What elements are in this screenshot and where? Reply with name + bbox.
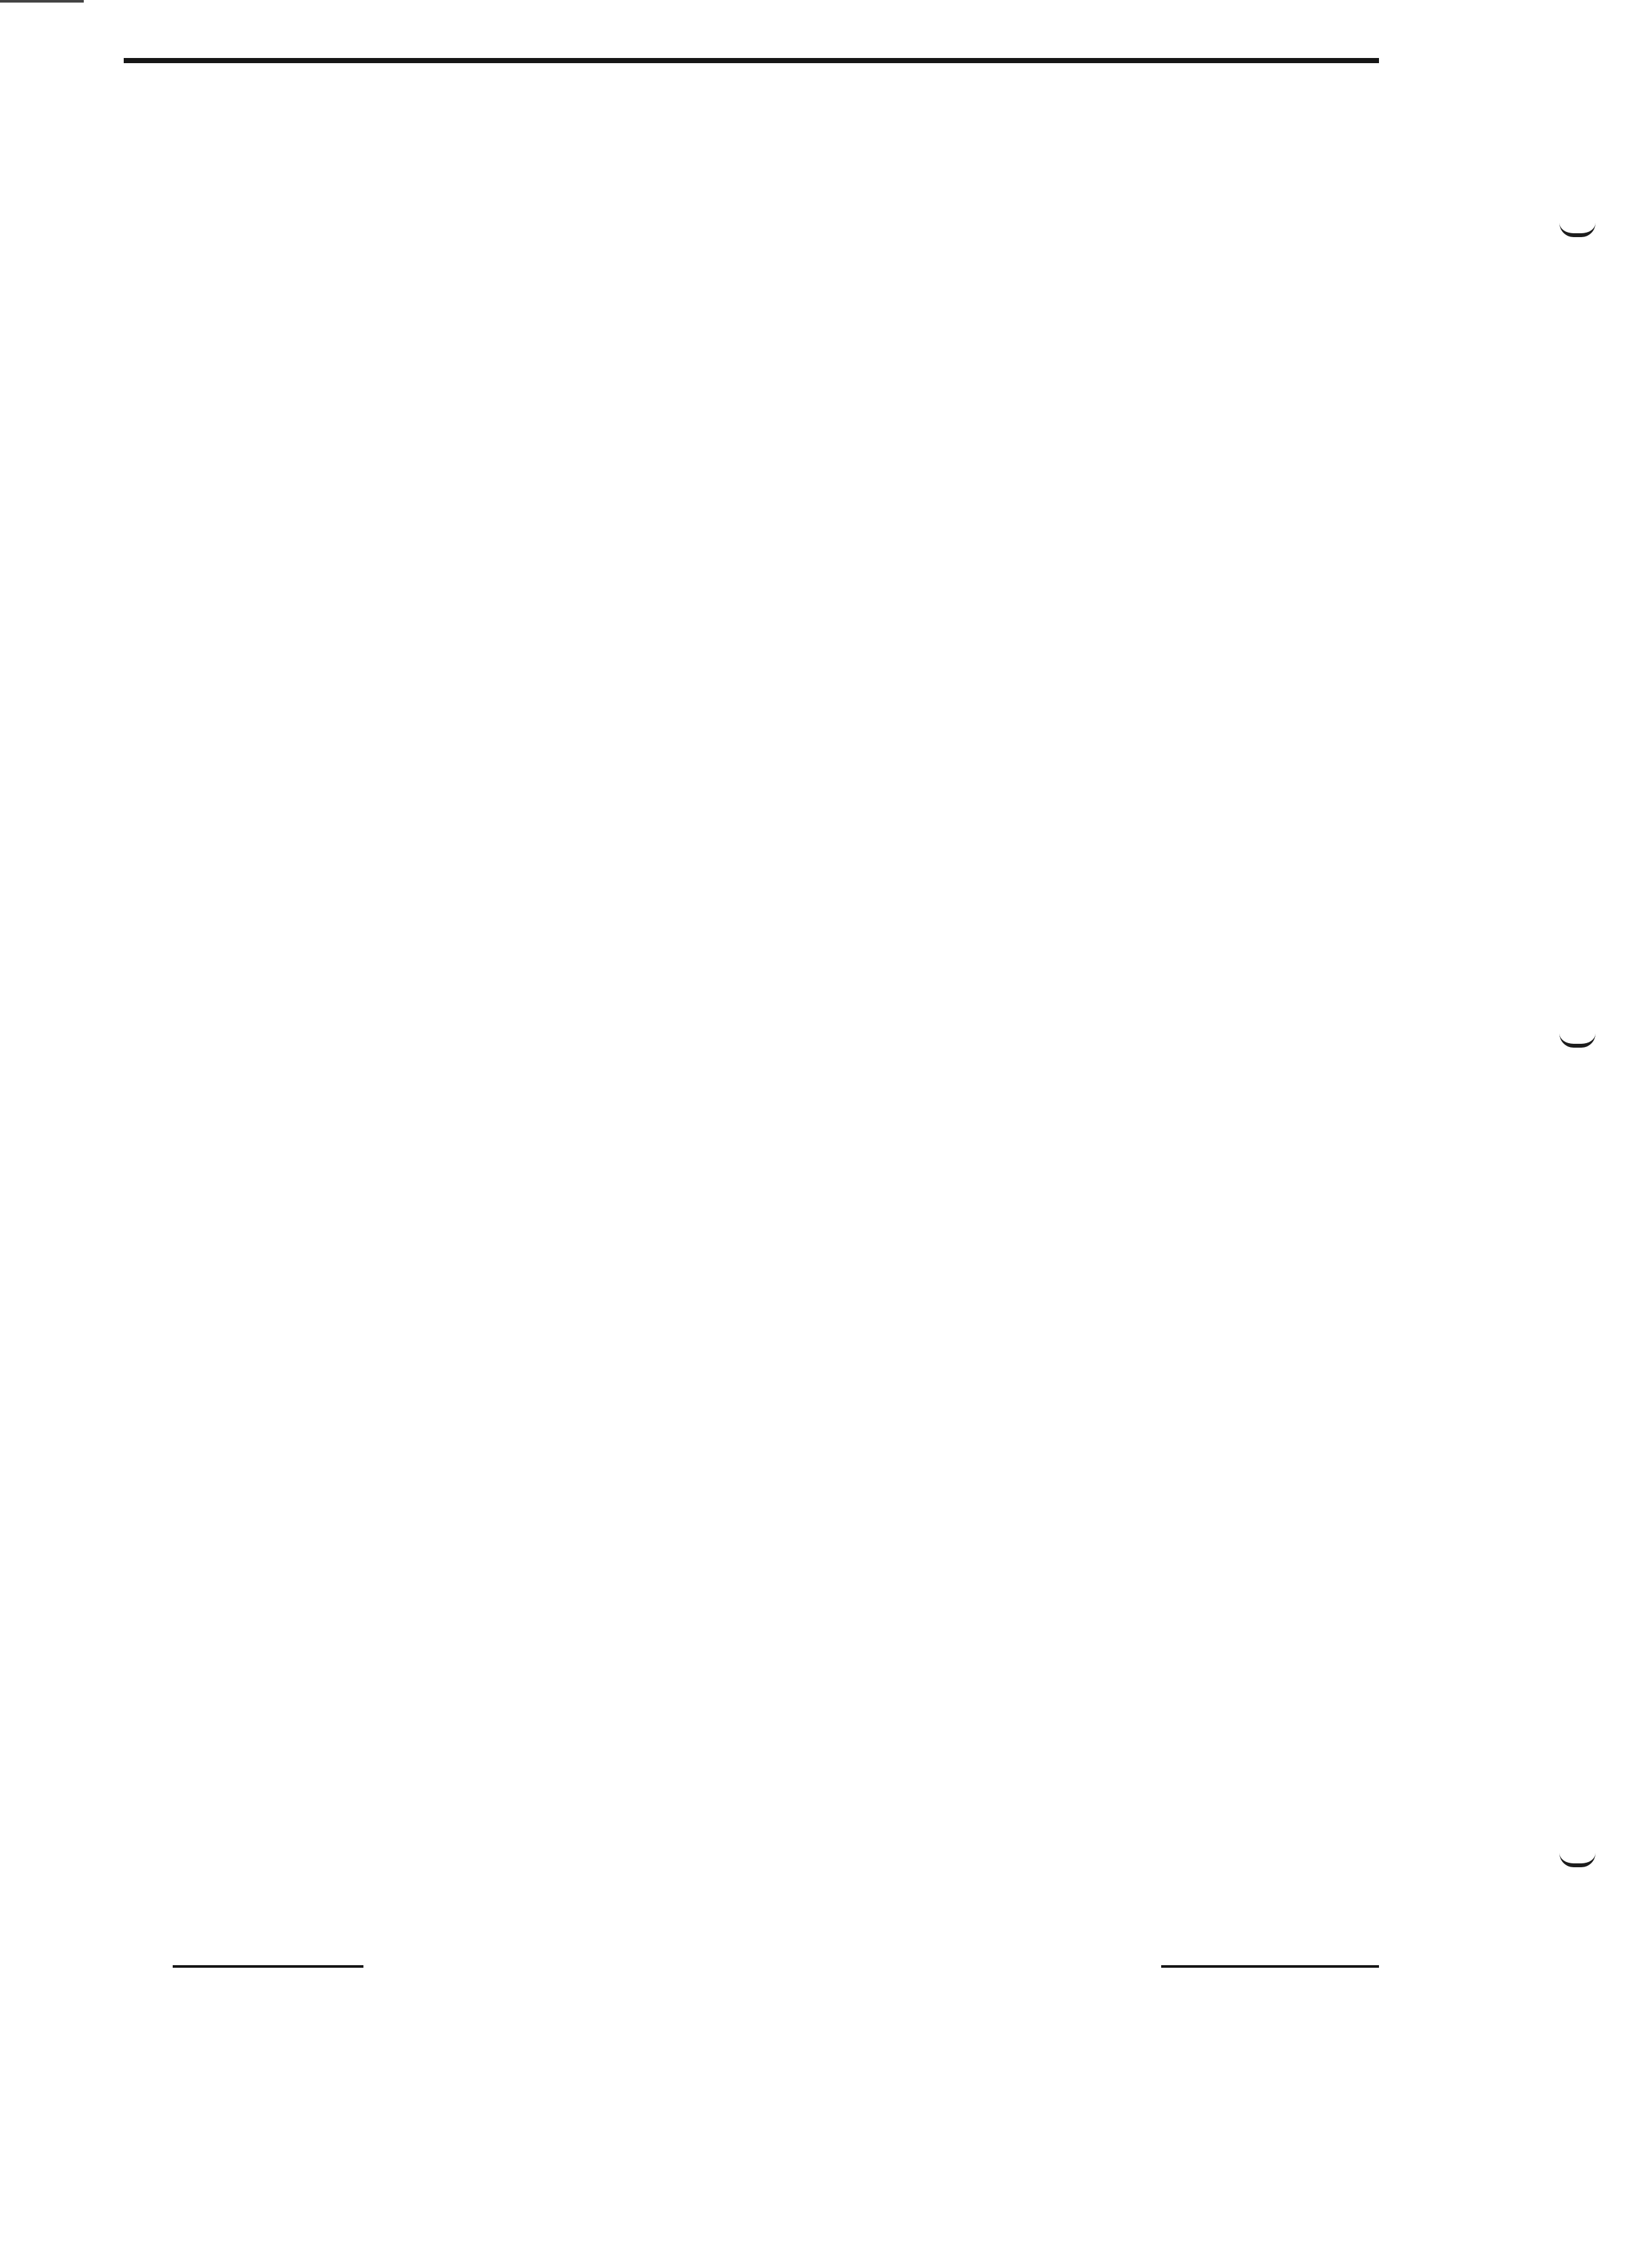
- footer-rule-right: [1161, 1965, 1379, 1968]
- margin-mark: [1559, 223, 1595, 237]
- scan-edge-mark: [0, 0, 84, 3]
- margin-mark: [1559, 1853, 1595, 1867]
- header-rule: [124, 58, 1379, 63]
- footer-rule-left: [173, 1965, 363, 1968]
- margin-mark: [1559, 1033, 1595, 1048]
